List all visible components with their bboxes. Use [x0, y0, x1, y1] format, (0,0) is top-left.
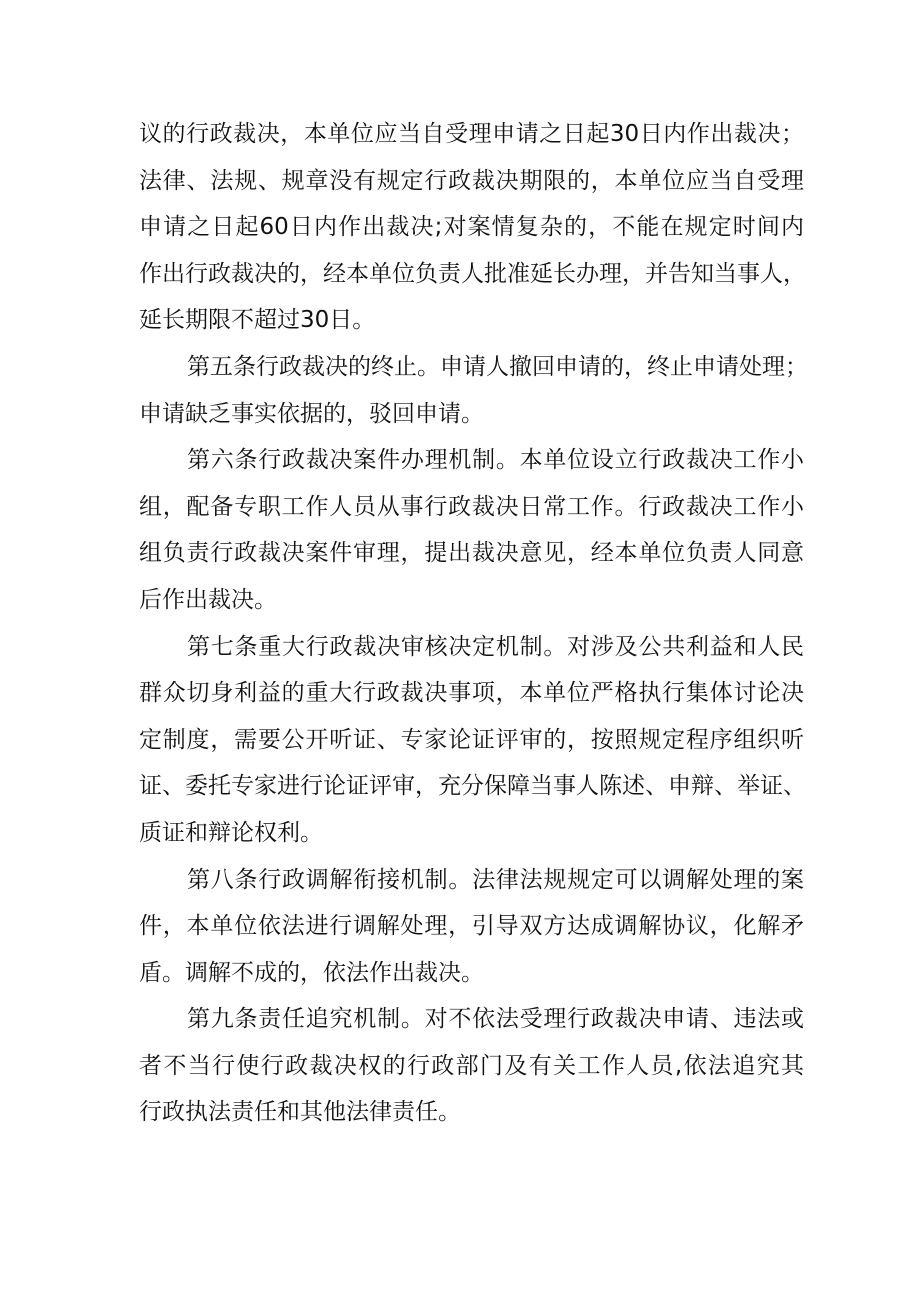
text-line: 第七条重大行政裁决审核决定机制。对涉及公共利益和人民	[187, 633, 804, 660]
paragraph-article-6	[139, 437, 804, 623]
text-line: 申请之日起60日内作出裁决;对案情复杂的，不能在规定时间内	[139, 214, 804, 241]
paragraph-article-5	[139, 344, 808, 437]
text-line: 后作出裁决。	[139, 586, 277, 613]
text-line: 第六条行政裁决案件办理机制。本单位设立行政裁决工作小	[187, 447, 804, 474]
text-line: 延长期限不超过30日。	[139, 307, 376, 334]
text-line: 行政执法责任和其他法律责任。	[139, 1099, 461, 1126]
text-line: 盾。调解不成的，依法作出裁决。	[139, 959, 484, 986]
text-line: 者不当行使行政裁决权的行政部门及有关工作人员,依法追究其	[139, 1052, 804, 1079]
text-line: 申请缺乏事实依据的，驳回申请。	[139, 400, 484, 427]
text-line: 议的行政裁决，本单位应当自受理申请之日起30日内作出裁决；	[139, 121, 804, 147]
text-line: 第八条行政调解衔接机制。法律法规规定可以调解处理的案	[187, 866, 804, 893]
text-line: 第五条行政裁决的终止。申请人撤回申请的，终止申请处理；	[187, 353, 808, 380]
paragraph-article-9	[139, 996, 804, 1136]
text-line: 群众切身利益的重大行政裁决事项，本单位严格执行集体讨论决	[139, 680, 804, 707]
text-line: 组，配备专职工作人员从事行政裁决日常工作。行政裁决工作小	[139, 493, 804, 520]
text-line: 质证和辩论权利。	[139, 819, 323, 846]
text-line: 第九条责任追究机制。对不依法受理行政裁决申请、违法或	[187, 1006, 804, 1033]
paragraph-article-7	[139, 624, 804, 857]
text-line: 法律、法规、规章没有规定行政裁决期限的，本单位应当自受理	[139, 167, 804, 194]
text-line: 件，本单位依法进行调解处理，引导双方达成调解协议，化解矛	[139, 913, 804, 940]
text-line: 组负责行政裁决案件审理，提出裁决意见，经本单位负责人同意	[139, 540, 804, 567]
document-body	[139, 111, 808, 1136]
text-line: 证、委托专家进行论证评审，充分保障当事人陈述、申辩、举证、	[139, 773, 806, 800]
paragraph-deadline-continued	[139, 111, 804, 344]
text-line: 定制度，需要公开听证、专家论证评审的，按照规定程序组织听	[139, 726, 804, 753]
paragraph-article-8	[139, 857, 804, 997]
text-line: 作出行政裁决的，经本单位负责人批准延长办理，并告知当事人，	[139, 260, 806, 287]
